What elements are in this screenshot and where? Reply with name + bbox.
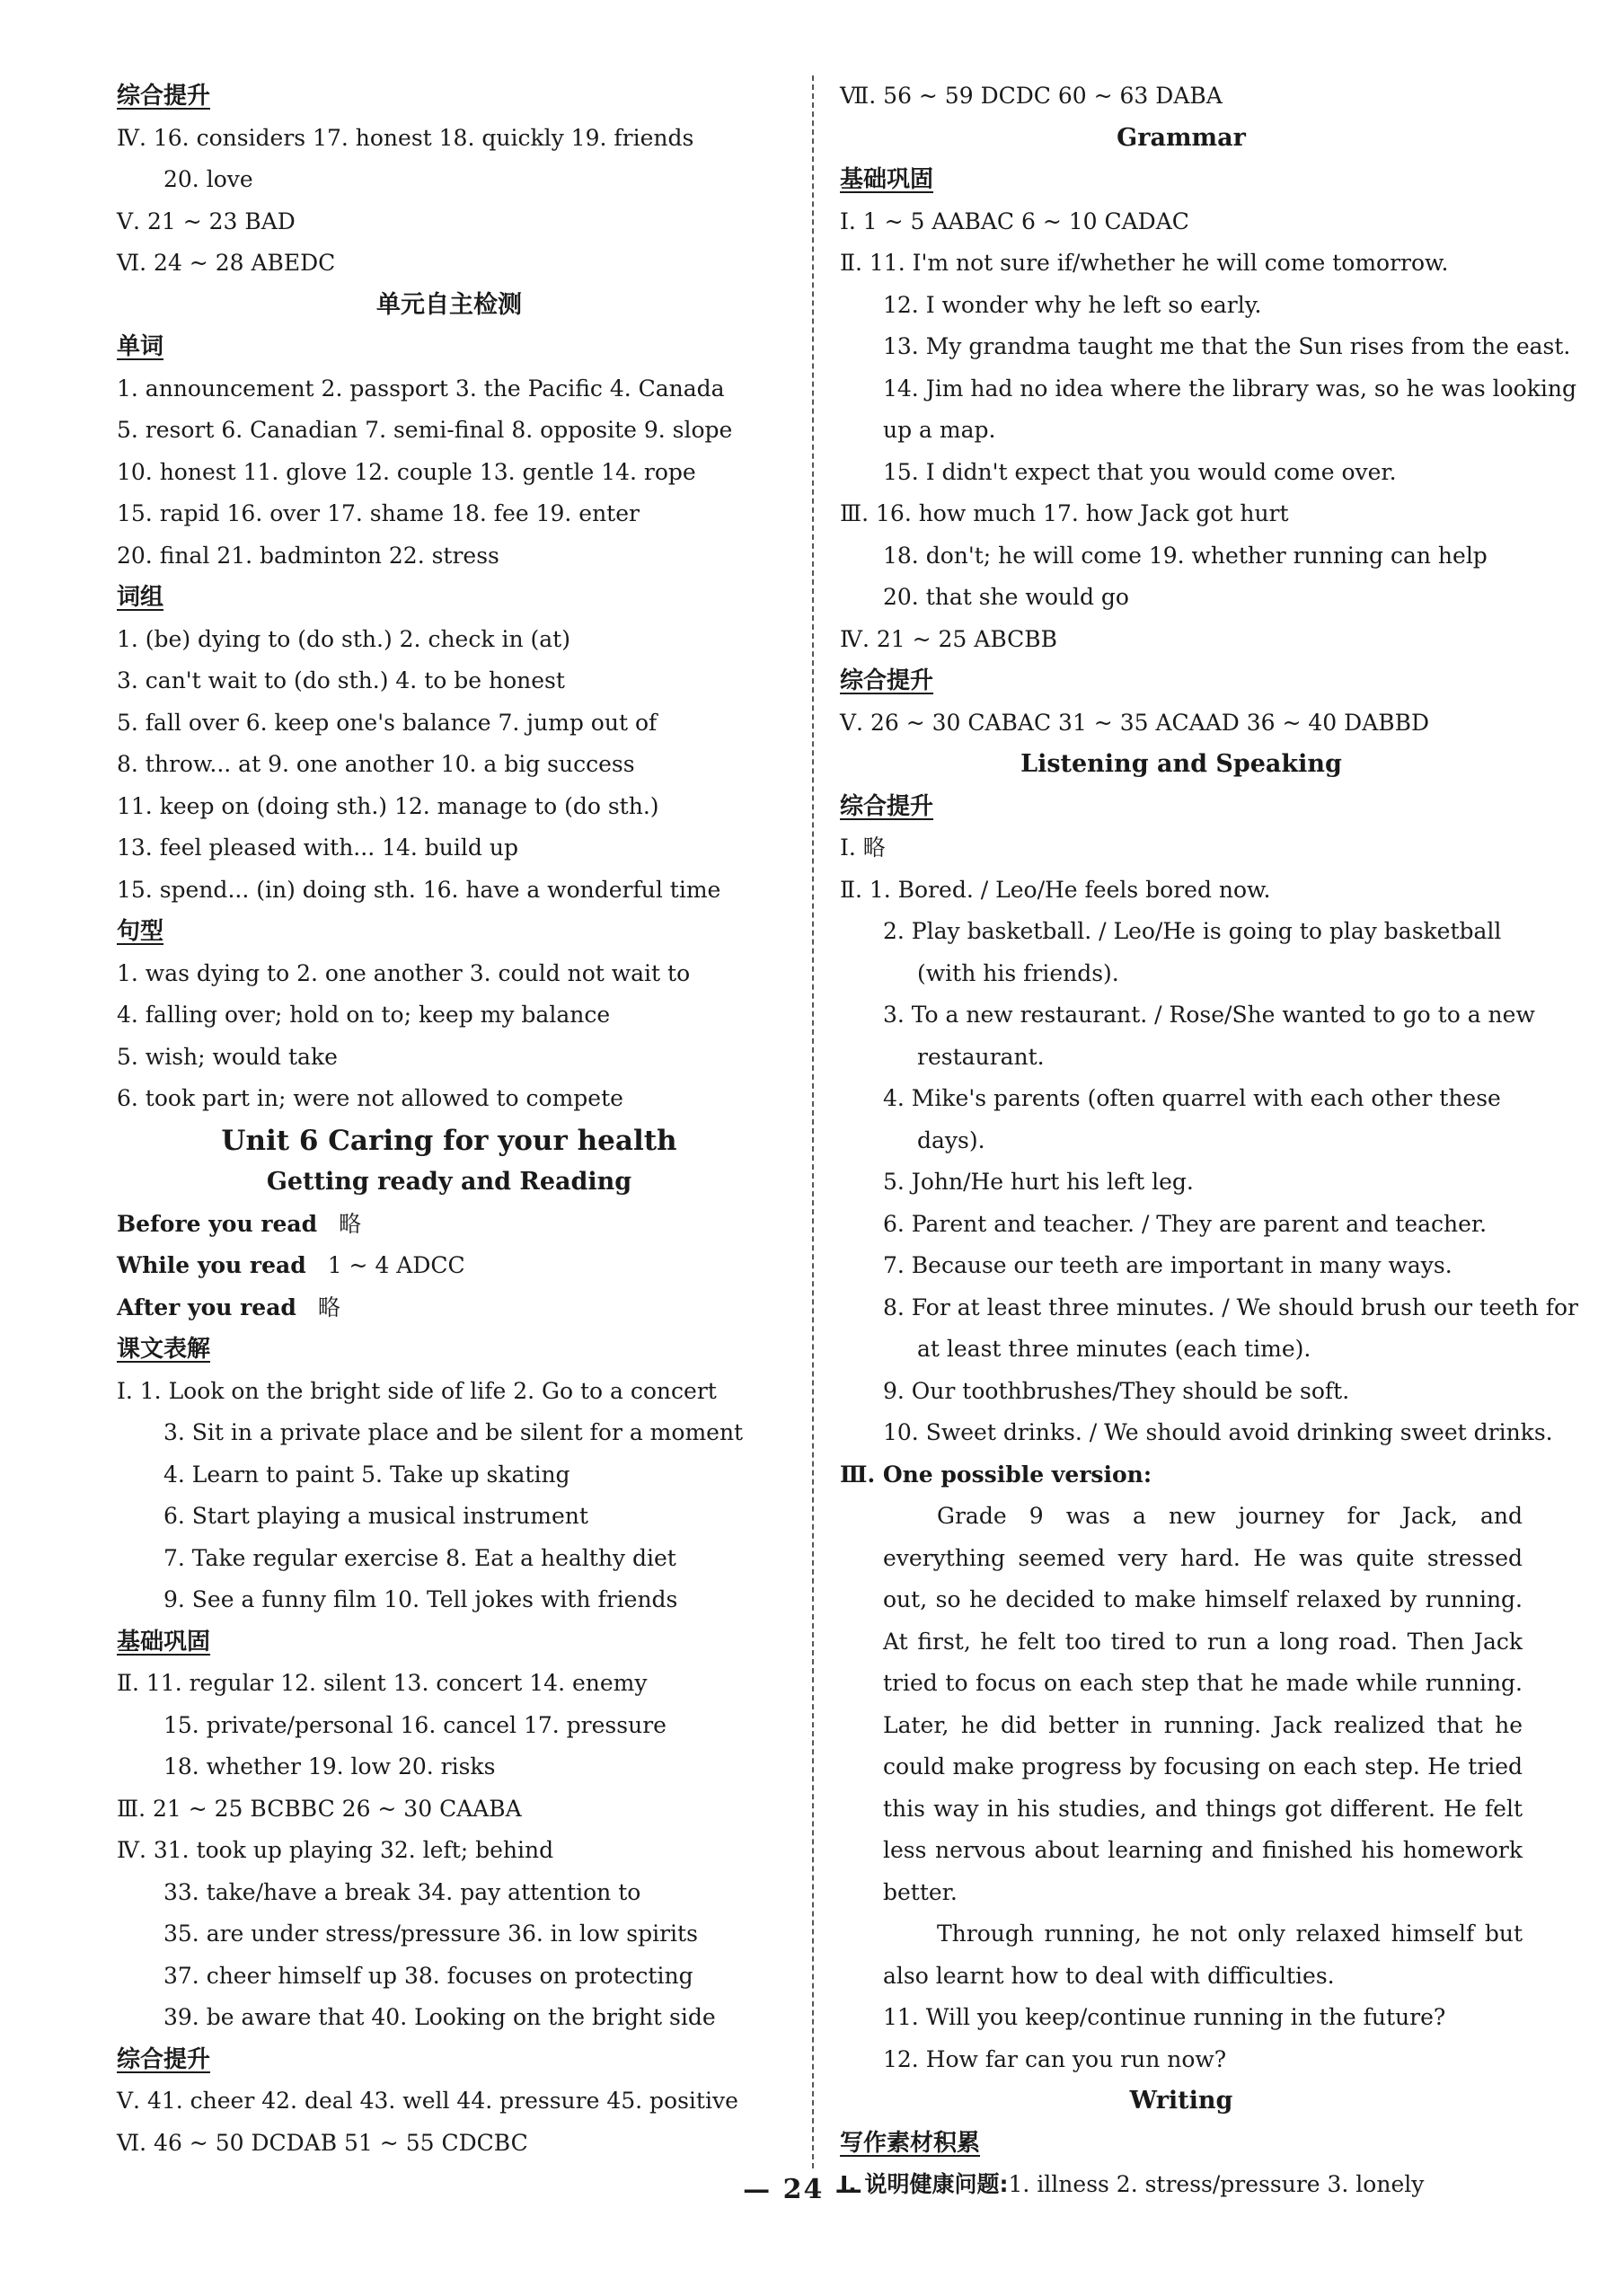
phrase-line: 8. throw... at 9. one another 10. a big success: [117, 751, 635, 777]
after-you-read-value: 略: [317, 1294, 340, 1320]
answer-line: Ⅵ. 24 ~ 28 ABEDC: [117, 250, 336, 276]
basic-line: 37. cheer himself up 38. focuses on protecting: [163, 1962, 693, 1989]
phrase-line: 13. feel pleased with... 14. build up: [117, 835, 518, 861]
before-you-read-label: Before you read: [117, 1210, 318, 1237]
section-heading-comprehensive: 综合提升: [117, 83, 211, 110]
phrase-line: 15. spend... (in) doing sth. 16. have a wonderful time: [117, 876, 721, 903]
ls-line: at least three minutes (each time).: [917, 1336, 1311, 1362]
text-line: 9. See a funny film 10. Tell jokes with friends: [163, 1586, 678, 1612]
right-column: [840, 75, 1579, 2206]
answer-line: Ⅴ. 21 ~ 23 BAD: [117, 208, 296, 234]
grammar-line: Ⅲ. 16. how much 17. how Jack got hurt: [840, 500, 1289, 526]
basic-line: Ⅲ. 21 ~ 25 BCBBC 26 ~ 30 CAABA: [117, 1795, 522, 1822]
text-line: Ⅰ. 1. Look on the bright side of life 2. Go to a concert: [117, 1377, 717, 1404]
improve-line: Ⅵ. 46 ~ 50 DCDAB 51 ~ 55 CDCBC: [117, 2129, 528, 2156]
basic-heading: 基础巩固: [840, 166, 934, 193]
while-you-read-line: [117, 1245, 781, 1287]
possible-version-label: Ⅲ. One possible version:: [840, 1461, 1152, 1488]
sample-essay-paragraph: Grade 9 was a new journey for Jack, and everything seemed very hard. He was quite stressed out, so he decided to make himself relaxed by running. At first, he felt too tired to run a long road. Then Jack tried to focus on each step that he made while running. Later, he did better in running. Jack realized that he could make progress by focusing on each step. He tried this way in his studies, and things got different. He felt less nervous about learning and finished his homework better.: [883, 1503, 1523, 1905]
word-line: 10. honest 11. glove 12. couple 13. gentle 14. rope: [117, 458, 696, 485]
phrase-line: 3. can't wait to (do sth.) 4. to be honest: [117, 667, 565, 693]
writing-material-heading: 写作素材积累: [840, 2129, 981, 2157]
answer-line: Ⅶ. 56 ~ 59 DCDC 60 ~ 63 DABA: [840, 83, 1223, 109]
grammar-line: Ⅰ. 1 ~ 5 AABAC 6 ~ 10 CADAC: [840, 208, 1189, 234]
after-you-read-line: [117, 1287, 781, 1329]
writing-label: Ⅰ. 说明健康问题:: [840, 2171, 1009, 2197]
ls-line: days).: [917, 1126, 985, 1153]
word-line: 15. rapid 16. over 17. shame 18. fee 19. enter: [117, 500, 640, 526]
writing-title: Writing: [1129, 2087, 1233, 2115]
ls-line: 10. Sweet drinks. / We should avoid drinking sweet drinks.: [883, 1419, 1553, 1445]
sentence-line: 5. wish; would take: [117, 1043, 338, 1070]
grammar-line: Ⅳ. 21 ~ 25 ABCBB: [840, 625, 1058, 652]
ls-line: 4. Mike's parents (often quarrel with each other these: [883, 1085, 1501, 1111]
improve-heading: 综合提升: [840, 667, 934, 694]
basic-heading: 基础巩固: [117, 1628, 211, 1656]
basic-line: 33. take/have a break 34. pay attention to: [163, 1878, 641, 1905]
before-you-read-value: 略: [339, 1210, 362, 1237]
sentence-line: 1. was dying to 2. one another 3. could not wait to: [117, 959, 691, 986]
sentence-line: 4. falling over; hold on to; keep my balance: [117, 1002, 611, 1028]
ls-line: 2. Play basketball. / Leo/He is going to play basketball: [883, 918, 1502, 944]
grammar-line: 18. don't; he will come 19. whether running can help: [883, 542, 1488, 569]
answer-line: Ⅳ. 16. considers 17. honest 18. quickly 19. friends: [117, 124, 694, 151]
left-column: [117, 75, 781, 2164]
while-you-read-label: While you read: [117, 1252, 306, 1278]
improve-heading: 综合提升: [117, 2045, 211, 2073]
phrase-line: 11. keep on (doing sth.) 12. manage to (do sth.): [117, 792, 659, 819]
basic-line: Ⅳ. 31. took up playing 32. left; behind: [117, 1837, 554, 1863]
unit-title: Unit 6 Caring for your health: [221, 1124, 677, 1157]
improve-line: Ⅴ. 26 ~ 30 CABAC 31 ~ 35 ACAAD 36 ~ 40 DABBD: [840, 709, 1430, 736]
grammar-line: 13. My grandma taught me that the Sun rises from the east.: [883, 333, 1571, 359]
question-line: 11. Will you keep/continue running in the future?: [883, 2004, 1446, 2030]
page-number: — 24 —: [743, 2174, 864, 2205]
ls-line: restaurant.: [917, 1043, 1045, 1070]
grammar-line: 12. I wonder why he left so early.: [883, 291, 1262, 318]
sentences-heading: 句型: [117, 918, 164, 945]
grammar-line: 15. I didn't expect that you would come over.: [883, 458, 1397, 485]
grammar-line: Ⅱ. 11. I'm not sure if/whether he will come tomorrow.: [840, 250, 1449, 276]
ls-line: 9. Our toothbrushes/They should be soft.: [883, 1377, 1350, 1404]
question-line: 12. How far can you run now?: [883, 2045, 1227, 2072]
text-line: 4. Learn to paint 5. Take up skating: [163, 1461, 570, 1488]
answer-line: 20. love: [163, 166, 253, 192]
basic-line: 15. private/personal 16. cancel 17. pressure: [163, 1711, 667, 1738]
ls-line: 7. Because our teeth are important in many ways.: [883, 1252, 1452, 1278]
section-title: Getting ready and Reading: [266, 1168, 632, 1196]
grammar-title: Grammar: [1117, 123, 1246, 152]
ls-improve-heading: 综合提升: [840, 792, 934, 820]
basic-line: 39. be aware that 40. Looking on the bright side: [163, 2004, 716, 2030]
writing-value: 1. illness 2. stress/pressure 3. lonely: [1008, 2171, 1425, 2197]
sentence-line: 6. took part in; were not allowed to compete: [117, 1085, 623, 1111]
ls-line: 3. To a new restaurant. / Rose/She wanted to go to a new: [883, 1002, 1535, 1028]
text-line: 3. Sit in a private place and be silent for a moment: [163, 1419, 744, 1445]
word-line: 5. resort 6. Canadian 7. semi-final 8. opposite 9. slope: [117, 417, 733, 443]
ls-line: Ⅰ. 略: [840, 835, 886, 861]
ls-line: 6. Parent and teacher. / They are parent and teacher.: [883, 1210, 1488, 1237]
grammar-line: 20. that she would go: [883, 584, 1129, 610]
basic-line: 18. whether 19. low 20. risks: [163, 1753, 496, 1779]
ls-line: 8. For at least three minutes. / We should brush our teeth for: [883, 1294, 1579, 1320]
ls-line: Ⅱ. 1. Bored. / Leo/He feels bored now.: [840, 876, 1271, 903]
ls-line: (with his friends).: [917, 959, 1119, 986]
text-line: 7. Take regular exercise 8. Eat a healthy diet: [163, 1544, 676, 1571]
grammar-line: 14. Jim had no idea where the library was, so he was looking: [883, 375, 1576, 402]
unit-check-title: 单元自主检测: [376, 290, 522, 319]
basic-line: Ⅱ. 11. regular 12. silent 13. concert 14. enemy: [117, 1670, 648, 1696]
before-you-read-line: [117, 1204, 781, 1246]
word-line: 20. final 21. badminton 22. stress: [117, 542, 499, 569]
grammar-line: up a map.: [883, 417, 996, 443]
word-line: 1. announcement 2. passport 3. the Pacific 4. Canada: [117, 375, 725, 402]
phrase-line: 1. (be) dying to (do sth.) 2. check in (at): [117, 625, 570, 652]
text-table-heading: 课文表解: [117, 1336, 211, 1363]
phrases-heading: 词组: [117, 584, 164, 611]
sample-essay-paragraph: Through running, he not only relaxed himself but also learnt how to deal with difficulties.: [883, 1921, 1523, 1989]
after-you-read-label: After you read: [117, 1294, 296, 1320]
basic-line: 35. are under stress/pressure 36. in low spirits: [163, 1921, 698, 1947]
while-you-read-value: 1 ~ 4 ADCC: [327, 1252, 465, 1278]
column-divider: [812, 75, 814, 2168]
improve-line: Ⅴ. 41. cheer 42. deal 43. well 44. pressure 45. positive: [117, 2088, 738, 2114]
ls-line: 5. John/He hurt his left leg.: [883, 1169, 1194, 1195]
text-line: 6. Start playing a musical instrument: [163, 1503, 588, 1529]
phrase-line: 5. fall over 6. keep one's balance 7. jump out of: [117, 709, 658, 736]
listening-speaking-title: Listening and Speaking: [1020, 750, 1342, 778]
words-heading: 单词: [117, 333, 164, 360]
